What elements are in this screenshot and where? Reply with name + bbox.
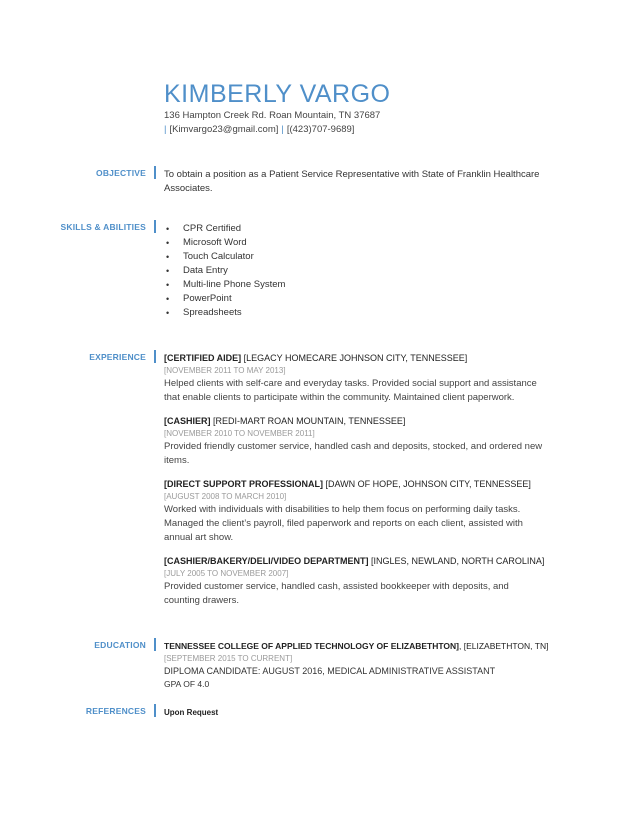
job-description: items. [164, 455, 190, 466]
job-title: [DIRECT SUPPORT PROFESSIONAL] [164, 479, 324, 489]
list-item [164, 278, 564, 292]
school-heading [164, 640, 594, 653]
list-item [164, 236, 564, 250]
job-title: [CERTIFIED AIDE] [164, 353, 242, 363]
skills-list [164, 222, 564, 320]
skill-text: Microsoft Word [183, 237, 247, 248]
job-title: [CASHIER] [164, 416, 211, 426]
bullet: • [166, 266, 170, 276]
job-description: Managed the client’s payroll, filed paperwork and reports on each client, assisted with [164, 518, 523, 529]
bullet: • [166, 238, 170, 248]
job-heading [164, 555, 564, 568]
skill-text: Data Entry [183, 265, 228, 276]
list-item [164, 222, 564, 236]
section-divider [154, 166, 156, 179]
section-label: EXPERIENCE [89, 352, 146, 362]
employer: [INGLES, NEWLAND, NORTH CAROLINA] [368, 556, 545, 566]
section-label: OBJECTIVE [96, 168, 146, 178]
applicant-name: KIMBERLY VARGO [164, 80, 391, 108]
objective-line: To obtain a position as a Patient Service Representative with State of Franklin Healthcare [164, 169, 540, 180]
job-heading [164, 415, 564, 428]
job-dates: [NOVEMBER 2011 TO MAY 2013] [164, 366, 286, 375]
separator: | [281, 124, 284, 135]
bullet: • [166, 308, 170, 318]
education-content [164, 640, 594, 690]
skill-text: CPR Certified [183, 223, 242, 234]
employer: [DAWN OF HOPE, JOHNSON CITY, TENNESSEE] [323, 479, 531, 489]
section-divider [154, 350, 156, 363]
phone-number: [(423)707-9689] [286, 124, 355, 135]
references-text: Upon Request [164, 708, 219, 717]
school-location: , [ELIZABETHTON, TN] [459, 641, 549, 651]
job-heading [164, 478, 564, 491]
section-label: EDUCATION [94, 640, 146, 650]
job-entry [164, 415, 564, 468]
references-content [164, 706, 564, 720]
list-item [164, 250, 564, 264]
job-entry [164, 352, 564, 405]
address-line: 136 Hampton Creek Rd. Roan Mountain, TN 37687 [164, 110, 381, 121]
email-address[interactable]: [Kimvargo23@gmail.com] [169, 124, 279, 135]
employer: [REDI-MART ROAN MOUNTAIN, TENNESSEE] [210, 416, 406, 426]
job-description: Provided friendly customer service, handled cash and deposits, stocked, and ordered new [164, 441, 543, 452]
list-item [164, 292, 564, 306]
job-description: that enable clients to participate within the community. Maintained client paperwork. [164, 392, 515, 403]
experience-content [164, 352, 564, 618]
job-description: counting drawers. [164, 595, 239, 606]
skill-text: Touch Calculator [183, 251, 254, 262]
section-label: SKILLS & ABILITIES [60, 222, 146, 232]
education-dates: [SEPTEMBER 2015 TO CURRENT] [164, 654, 293, 663]
bullet: • [166, 252, 170, 262]
section-divider [154, 638, 156, 651]
job-description: annual art show. [164, 532, 234, 543]
section-label: REFERENCES [85, 706, 146, 716]
skill-text: Spreadsheets [183, 307, 242, 318]
bullet: • [166, 224, 170, 234]
job-entry [164, 478, 564, 545]
section-divider [154, 220, 156, 233]
skill-text: Multi-line Phone System [183, 279, 286, 290]
school-name: TENNESSEE COLLEGE OF APPLIED TECHNOLOGY OF ELIZABETHTON] [164, 641, 460, 651]
job-dates: [NOVEMBER 2010 TO NOVEMBER 2011] [164, 429, 315, 438]
separator: | [164, 124, 167, 135]
bullet: • [166, 280, 170, 290]
job-dates: [JULY 2005 TO NOVEMBER 2007] [164, 569, 289, 578]
objective-line: Associates. [164, 183, 213, 194]
skill-text: PowerPoint [183, 293, 232, 304]
list-item [164, 264, 564, 278]
objective-text [164, 168, 564, 196]
job-dates: [AUGUST 2008 TO MARCH 2010] [164, 492, 287, 501]
job-description: Helped clients with self-care and everyday tasks. Provided social support and assistance [164, 378, 537, 389]
list-item [164, 306, 564, 320]
employer: [LEGACY HOMECARE JOHNSON CITY, TENNESSEE] [241, 353, 468, 363]
bullet: • [166, 294, 170, 304]
job-description: Worked with individuals with disabilities to help them focus on performing daily tasks. [164, 504, 521, 515]
job-heading [164, 352, 564, 365]
diploma-line: DIPLOMA CANDIDATE: AUGUST 2016, MEDICAL ADMINISTRATIVE ASSISTANT [164, 666, 496, 676]
section-divider [154, 704, 156, 717]
job-description: Provided customer service, handled cash, assisted bookkeeper with deposits, and [164, 581, 509, 592]
skills-content [164, 222, 564, 320]
job-entry [164, 555, 564, 608]
contact-line [164, 124, 354, 135]
job-title: [CASHIER/BAKERY/DELI/VIDEO DEPARTMENT] [164, 556, 369, 566]
gpa-line: GPA OF 4.0 [164, 679, 210, 689]
